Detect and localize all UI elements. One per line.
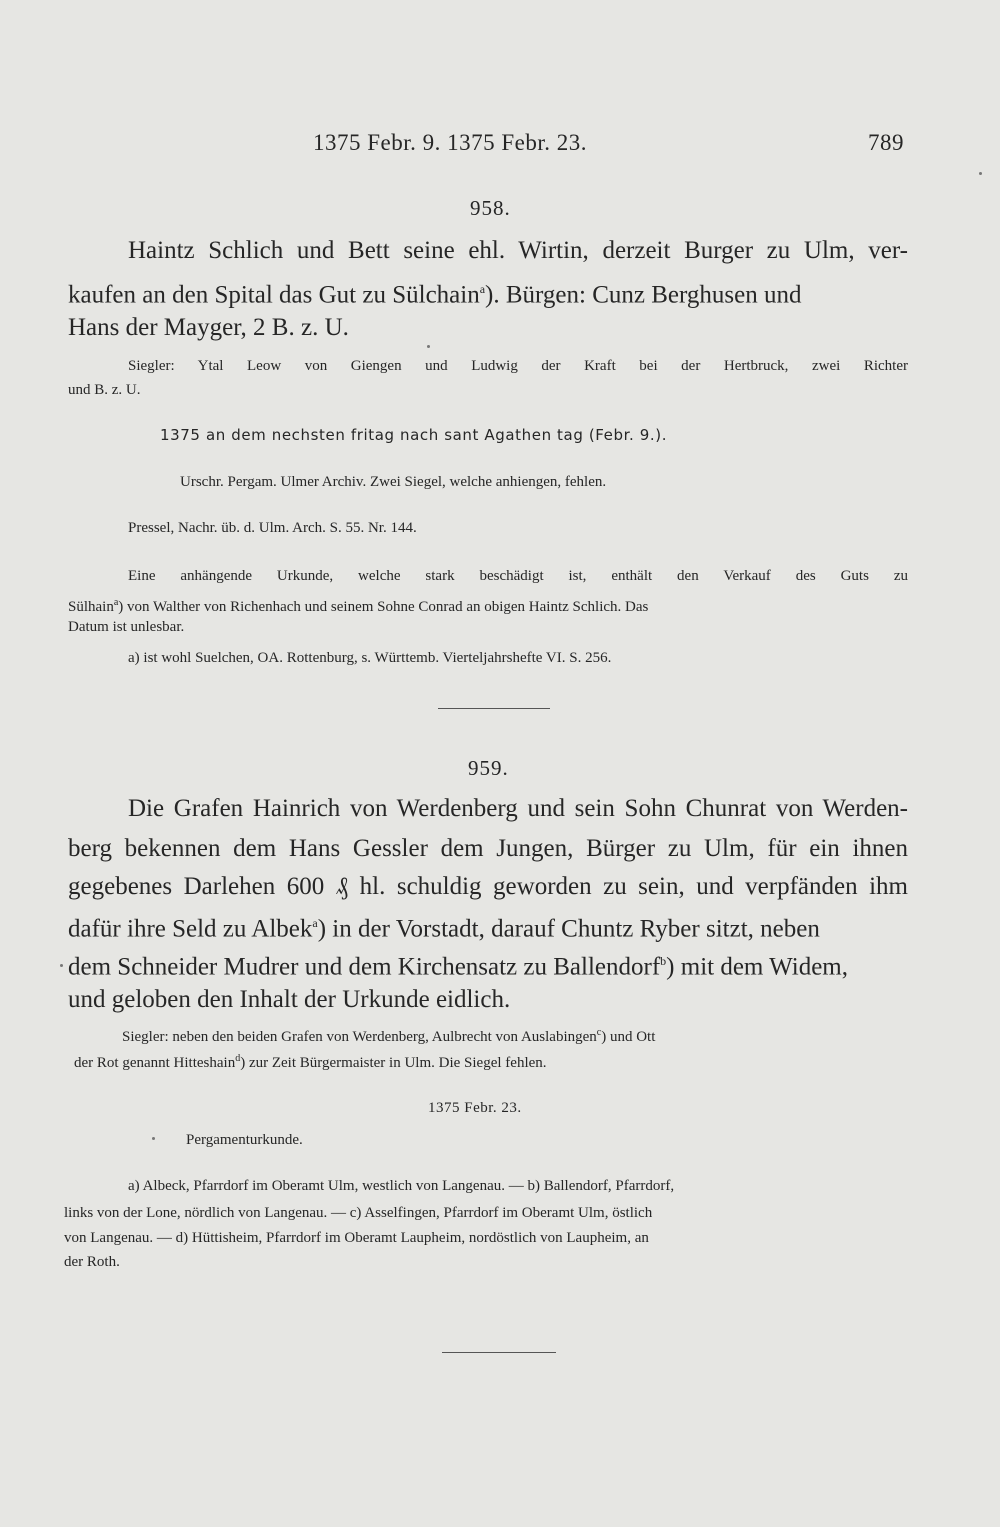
print-speck	[60, 964, 63, 967]
summary-958-line-1: Haintz Schlich und Bett seine ehl. Wirtin, derzeit Burger zu Ulm, ver-	[128, 237, 908, 264]
footnote-958: a) ist wohl Suelchen, OA. Rottenburg, s. Württemb. Vierteljahrshefte VI. S. 256.	[128, 650, 612, 666]
summary-958-line-2	[68, 273, 801, 311]
entry-number-959: 959.	[468, 756, 509, 780]
siegler-959-line-1-tail: ) und Ott	[601, 1029, 656, 1045]
note-958-line-2-text: Sülhain	[68, 599, 114, 615]
section-divider	[438, 708, 550, 709]
siegler-958-line-1: Siegler: Ytal Leow von Giengen und Ludwig der Kraft bei der Hertbruck, zwei Richter	[128, 358, 908, 374]
end-divider	[442, 1352, 556, 1353]
summary-959-line-1: Die Grafen Hainrich von Werdenberg und sein Sohn Chunrat von Werden-	[128, 795, 908, 822]
footnote-mark-a-note: a	[113, 597, 119, 608]
summary-958-line-2-tail: ). Bürgen: Cunz Berghusen und	[485, 281, 802, 309]
summary-959-line-6: und geloben den Inhalt der Urkunde eidlich.	[68, 986, 511, 1013]
siegler-959-line-1	[122, 1022, 655, 1048]
footnote-mark-a-959: a	[312, 916, 318, 930]
print-speck	[152, 1137, 155, 1140]
summary-958-line-3: Hans der Mayger, 2 B. z. U.	[68, 314, 349, 341]
footnote-959-line-1: a) Albeck, Pfarrdorf im Oberamt Ulm, westlich von Langenau. — b) Ballendorf, Pfarrdorf,	[128, 1178, 675, 1194]
footnote-mark-d-959: d	[235, 1053, 241, 1064]
print-speck	[427, 345, 430, 348]
note-958-line-2	[68, 592, 908, 618]
summary-959-line-2: berg bekennen dem Hans Gessler dem Jungen, Bürger zu Ulm, für ein ihnen	[68, 835, 908, 862]
footnote-mark-b-959: b	[660, 954, 667, 968]
print-speck	[979, 172, 982, 175]
siegler-959-line-2	[74, 1048, 547, 1074]
summary-959-line-4	[68, 907, 820, 945]
siegler-959-line-1-text: Siegler: neben den beiden Grafen von Werdenberg, Aulbrecht von Auslabingen	[122, 1029, 597, 1045]
page-number: 789	[868, 130, 904, 155]
summary-959-line-3: gegebenes Darlehen 600 ₰ hl. schuldig geworden zu sein, und verpfänden ihm	[68, 873, 908, 900]
source-959: Pergamenturkunde.	[186, 1132, 303, 1148]
siegler-959-line-2-text: der Rot genannt Hitteshain	[74, 1055, 236, 1071]
date-line-959: 1375 Febr. 23.	[428, 1100, 522, 1116]
footnote-959-line-3: von Langenau. — d) Hüttisheim, Pfarrdorf im Oberamt Laupheim, nordöstlich von Laupheim, an	[64, 1230, 649, 1246]
reference-958: Pressel, Nachr. üb. d. Ulm. Arch. S. 55. Nr. 144.	[128, 520, 417, 536]
entry-number-958: 958.	[470, 196, 511, 220]
summary-959-line-5-tail: ) mit dem Widem,	[666, 953, 849, 981]
source-958: Urschr. Pergam. Ulmer Archiv. Zwei Siegel, welche anhiengen, fehlen.	[180, 474, 607, 490]
summary-959-line-4-tail: ) in der Vorstadt, darauf Chuntz Ryber sitzt, neben	[317, 915, 820, 943]
summary-959-line-4-text: dafür ihre Seld zu Albek	[68, 915, 313, 943]
siegler-958-line-2: und B. z. U.	[68, 382, 141, 398]
note-958-line-3: Datum ist unlesbar.	[68, 619, 185, 635]
footnote-959-line-4: der Roth.	[64, 1254, 120, 1270]
header-dates: 1375 Febr. 9. 1375 Febr. 23.	[313, 130, 588, 155]
summary-959-line-5	[68, 945, 848, 983]
footnote-mark-a: a	[479, 282, 486, 296]
note-958-line-1: Eine anhängende Urkunde, welche stark beschädigt ist, enthält den Verkauf des Guts zu	[128, 568, 908, 584]
date-line-958: 1375 an dem nechsten fritag nach sant Agathen tag (Febr. 9.).	[160, 426, 668, 444]
footnote-mark-c-959: c	[596, 1027, 602, 1038]
siegler-959-line-2-tail: ) zur Zeit Bürgermaister in Ulm. Die Siegel fehlen.	[240, 1055, 547, 1071]
note-958-line-2-tail: ) von Walther von Richenhach und seinem Sohne Conrad an obigen Haintz Schlich. Das	[118, 599, 649, 615]
footnote-959-line-2: links von der Lone, nördlich von Langenau. — c) Asselfingen, Pfarrdorf im Oberamt Ulm, östlich	[64, 1205, 653, 1221]
summary-959-line-5-text: dem Schneider Mudrer und dem Kirchensatz zu Ballendorf	[68, 953, 661, 981]
summary-958-line-2-text: kaufen an den Spital das Gut zu Sülchain	[68, 281, 480, 309]
